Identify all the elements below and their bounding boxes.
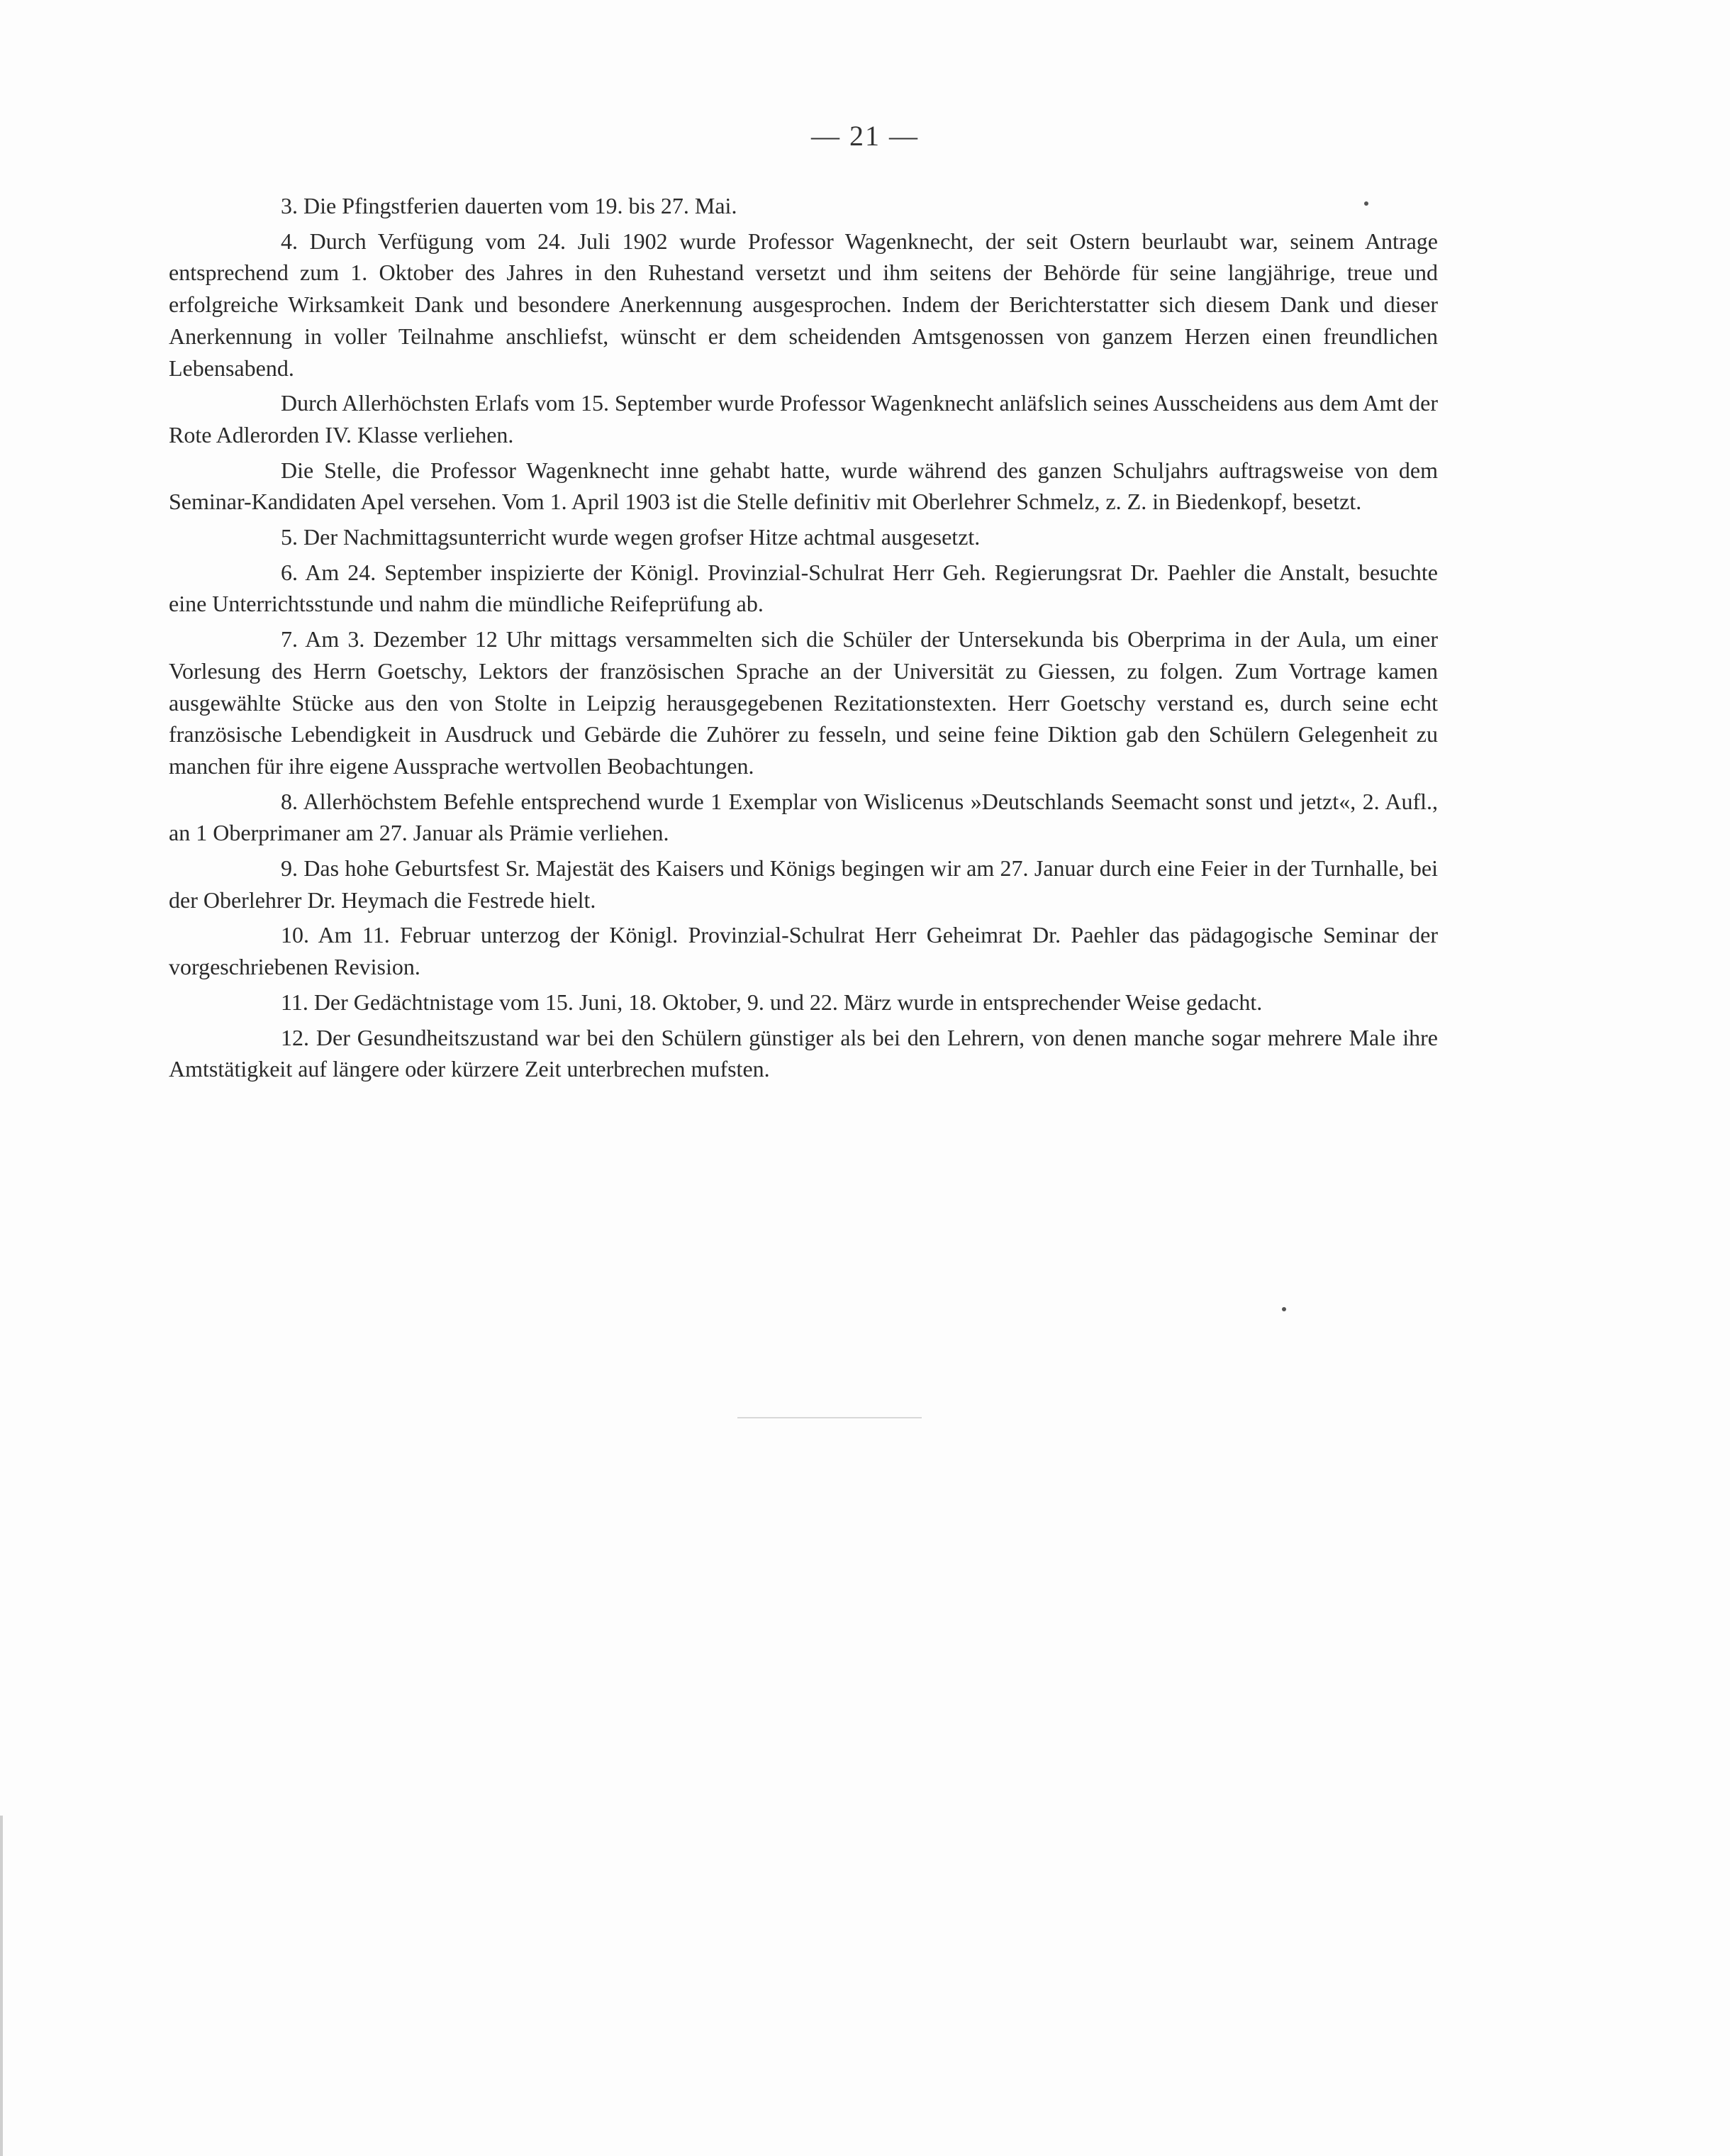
paragraph-8: 8. Allerhöchstem Befehle entsprechend wurde 1 Exemplar von Wislicenus »Deutschlands Seemacht sonst und jetzt«, 2. Aufl., an 1 Oberprimaner am 27. Januar als Prämie verliehen. (169, 788, 1438, 846)
page-edge-shadow (0, 1816, 3, 2156)
paragraph-6: 6. Am 24. September inspizierte der Königl. Provinzial-Schulrat Herr Geh. Regierungsrat Dr. Paehler die Anstalt, besuchte eine Unterrichtsstunde und nahm die mündliche Reifeprüfung ab. (169, 559, 1438, 617)
paragraph-4-successor: Die Stelle, die Professor Wagenknecht inne gehabt hatte, wurde während des ganzen Schuljahrs auftragsweise von dem Seminar-Kandidaten Apel versehen. Vom 1. April 1903 ist die Stelle definitiv mit Oberlehrer Schmelz, z. Z. in Biedenkopf, besetzt. (169, 457, 1438, 515)
footer-rule (737, 1417, 922, 1418)
paragraph-12: 12. Der Gesundheitszustand war bei den Schülern günstiger als bei den Lehrern, von denen manche sogar mehrere Male ihre Amtstätigkeit auf längere oder kürzere Zeit unterbrechen mufsten. (169, 1024, 1438, 1082)
ink-speck (1364, 201, 1368, 206)
paragraph-3: 3. Die Pfingstferien dauerten vom 19. bis 27. Mai. (281, 193, 737, 218)
paragraph-7: 7. Am 3. Dezember 12 Uhr mittags versammelten sich die Schüler der Untersekunda bis Oberprima in der Aula, um einer Vorlesung des Herrn Goetschy, Lektors der französischen Sprache an der Universität zu Giessen, zu folgen. Zum Vortrage kamen ausgewählte Stücke aus den von Stolte in Leipzig herausgegebenen Rezitationstexten. Herr Goetschy verstand es, durch seine echt französische Lebendigkeit in Ausdruck und Gebärde die Zuhörer zu fesseln, und seine feine Diktion gab den Schülern Gelegenheit zu manchen für ihre eigene Aussprache wertvollen Beobachtungen. (169, 626, 1438, 779)
page-number: — 21 — (811, 120, 919, 152)
paragraph-9: 9. Das hohe Geburtsfest Sr. Majestät des Kaisers und Königs begingen wir am 27. Januar durch eine Feier in der Turnhalle, bei der Oberlehrer Dr. Heymach die Festrede hielt. (169, 855, 1438, 913)
paragraph-4-decoration: Durch Allerhöchsten Erlafs vom 15. September wurde Professor Wagenknecht anläfslich seines Ausscheidens aus dem Amt der Rote Adlerorden IV. Klasse verliehen. (169, 390, 1438, 448)
paragraph-4: 4. Durch Verfügung vom 24. Juli 1902 wurde Professor Wagenknecht, der seit Ostern beurlaubt war, seinem Antrage entsprechend zum 1. Oktober des Jahres in den Ruhestand versetzt und ihm seitens der Behörde für seine langjährige, treue und erfolgreiche Wirksamkeit Dank und besondere Anerkennung ausgesprochen. Indem der Berichterstatter sich diesem Dank und dieser Anerkennung in voller Teilnahme anschliefst, wünscht er dem scheidenden Amtsgenossen von ganzem Herzen einen freundlichen Lebensabend. (169, 228, 1438, 381)
paragraph-5: 5. Der Nachmittagsunterricht wurde wegen grofser Hitze achtmal ausgesetzt. (281, 524, 981, 550)
body-text (169, 190, 1438, 1089)
paragraph-10: 10. Am 11. Februar unterzog der Königl. Provinzial-Schulrat Herr Geheimrat Dr. Paehler das pädagogische Seminar der vorgeschriebenen Revision. (169, 922, 1438, 980)
ink-speck (1282, 1307, 1286, 1311)
paragraph-11: 11. Der Gedächtnistage vom 15. Juni, 18. Oktober, 9. und 22. März wurde in entsprechender Weise gedacht. (281, 989, 1263, 1015)
